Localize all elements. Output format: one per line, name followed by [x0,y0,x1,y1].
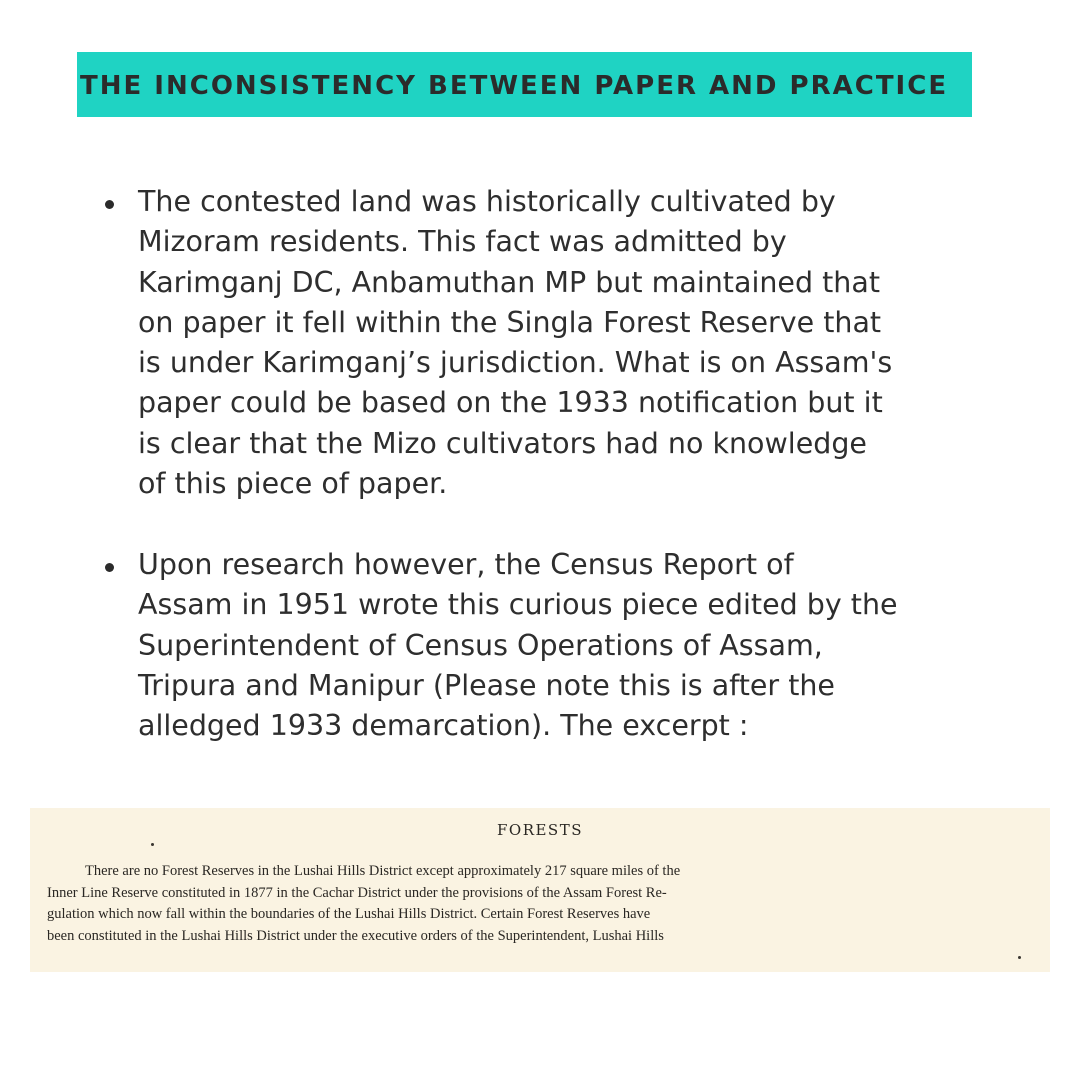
excerpt-line: Inner Line Reserve constituted in 1877 in the Cachar District under the provisions of the Assam Forest Re- [47,884,667,901]
bullet-paragraph [138,182,948,504]
bullet-line: alledged 1933 demarcation). The excerpt : [138,709,749,743]
bullet-dot-icon [105,200,114,209]
bullet-dot-icon [105,563,114,572]
speck-mark [1018,956,1021,959]
bullet-line: paper could be based on the 1933 notification but it [138,386,883,420]
bullet-line: The contested land was historically cultivated by [138,185,836,218]
page-title: THE INCONSISTENCY BETWEEN PAPER AND PRACTICE [80,71,949,101]
bullet-line: Superintendent of Census Operations of Assam, [138,628,823,662]
census-excerpt-image [30,808,1050,972]
bullet-line: of this piece of paper. [138,467,448,501]
excerpt-body [47,861,1027,947]
excerpt-line: There are no Forest Reserves in the Lushai Hills District except approximately 217 square miles of the [85,863,681,879]
bullet-line: Assam in 1951 wrote this curious piece edited by the [138,588,898,622]
bullet-paragraph [138,545,948,746]
excerpt-line: gulation which now fall within the boundaries of the Lushai Hills District. Certain Forest Reserves have [47,906,651,922]
bullet-line: on paper it fell within the Singla Forest Reserve that [138,305,882,339]
excerpt-line: been constituted in the Lushai Hills District under the executive orders of the Superintendent, Lushai Hills [47,927,664,944]
title-banner [77,52,972,117]
bullet-line: Karimganj DC, Anbamuthan MP but maintained that [138,265,880,299]
excerpt-heading: FORESTS [496,821,583,839]
bullet-line: Mizoram residents. This fact was admitted by [138,225,787,259]
bullet-line: Tripura and Manipur (Please note this is after the [138,668,835,702]
bullet-line: is under Karimganj’s jurisdiction. What is on Assam's [138,346,893,380]
bullet-line: is clear that the Mizo cultivators had no knowledge [138,426,867,460]
bullet-line: Upon research however, the Census Report of [138,548,794,581]
speck-mark [151,843,154,846]
